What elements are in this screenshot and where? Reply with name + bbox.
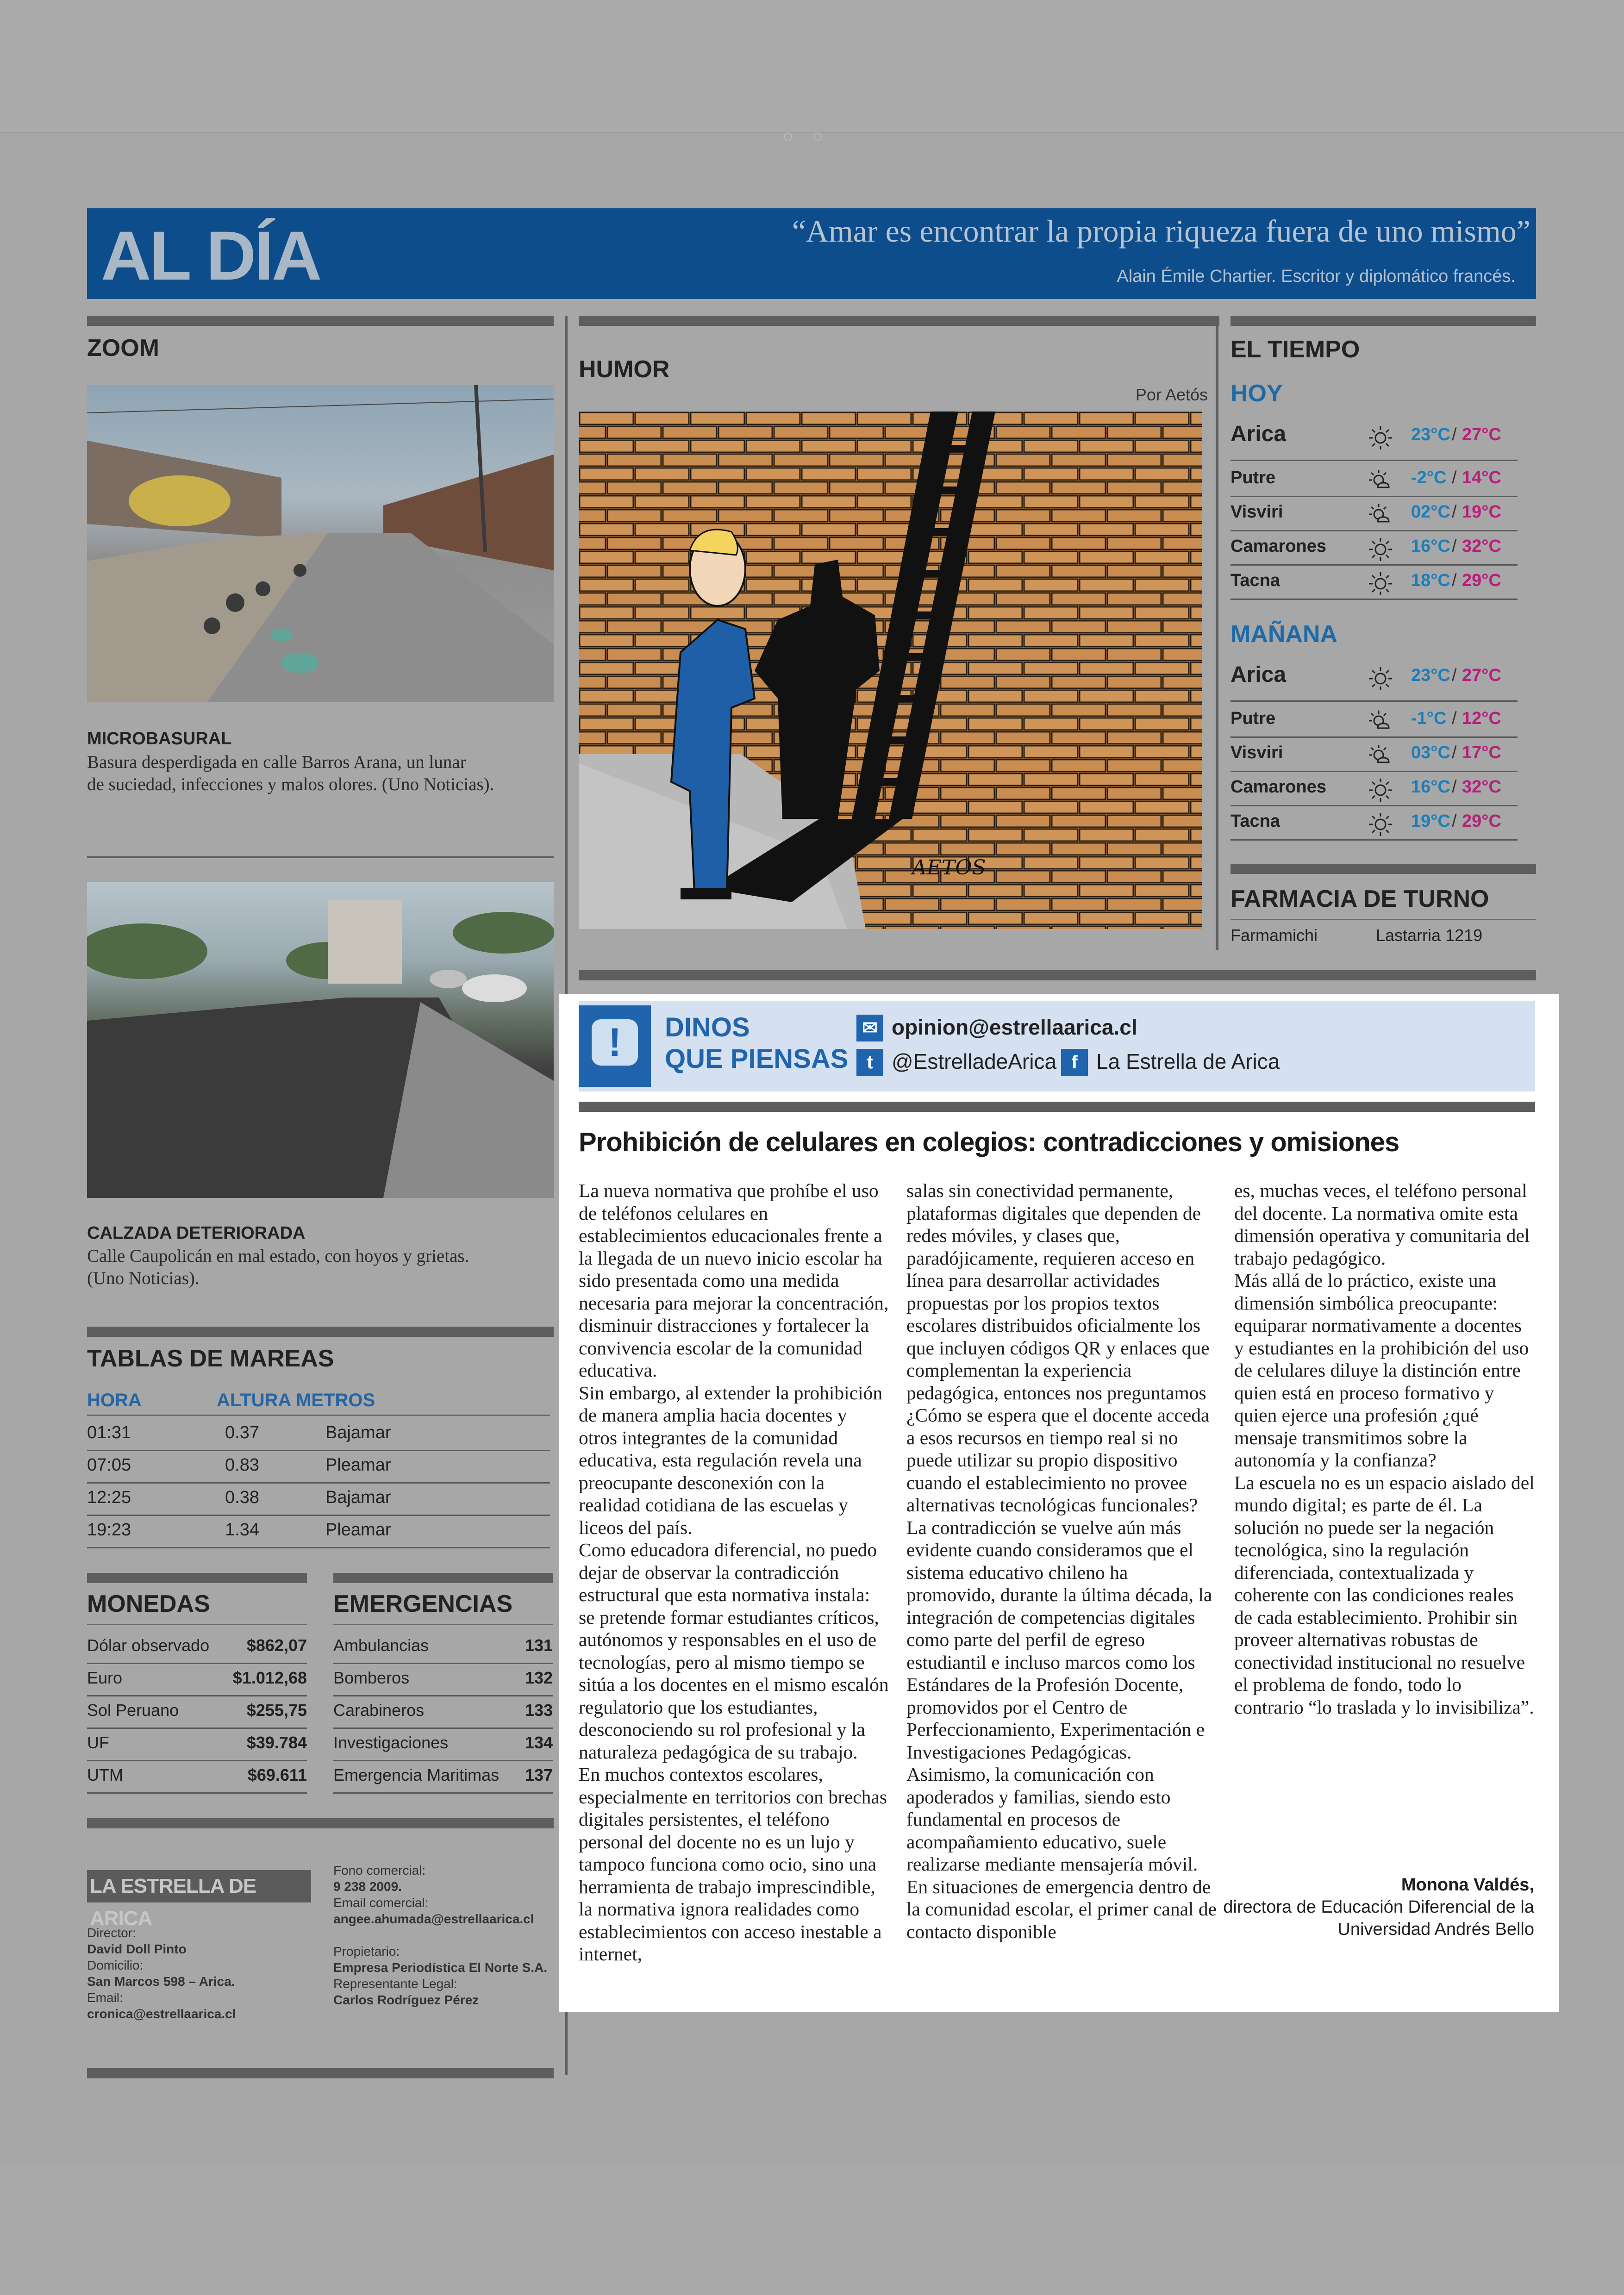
emergency-label: Investigaciones: [333, 1733, 449, 1752]
pharmacy-address: Lastarria 1219: [1376, 926, 1483, 945]
emergency-number: 131: [525, 1636, 553, 1655]
emergency-number: 134: [525, 1733, 553, 1752]
section-title: AL DÍA: [101, 217, 320, 294]
legal-rep-label: Representante Legal:: [333, 1977, 457, 1991]
cartoonist-signature: AETOS: [912, 856, 986, 879]
temp-max: 19°C: [1462, 502, 1501, 522]
facebook-icon: f: [1061, 1049, 1088, 1076]
temp-separator: /: [1452, 425, 1457, 444]
photo-calzada: [87, 882, 554, 1198]
twitter-icon: t: [856, 1049, 883, 1076]
currency-label: Sol Peruano: [87, 1701, 179, 1720]
photo1-caption: [87, 751, 494, 796]
author-signature: [1223, 1874, 1534, 1940]
sun-icon: [1368, 571, 1393, 597]
emergency-number: 132: [525, 1668, 553, 1687]
weather-row-today: [1230, 463, 1518, 497]
temp-max: 14°C: [1462, 468, 1501, 487]
emergencies-header-line: [333, 1624, 553, 1625]
photo1-caption-line: de suciedad, infecciones y malos olores. (Uno Noticias).: [87, 774, 494, 794]
currency-label: UTM: [87, 1765, 123, 1784]
tides-header-line: [87, 1415, 550, 1416]
pharmacy-name: Farmamichi: [1230, 926, 1318, 945]
weather-city: Camarones: [1230, 536, 1326, 556]
contact-email[interactable]: opinion@estrellaarica.cl: [892, 1015, 1137, 1039]
emergency-row: [333, 1663, 553, 1696]
temp-separator: /: [1452, 743, 1457, 762]
temp-min: -1°C: [1411, 709, 1447, 728]
zoom-heading: ZOOM: [87, 335, 159, 362]
photo2-caption-line: Calle Caupolicán en mal estado, con hoyos y grietas.: [87, 1246, 469, 1266]
tide-hour: 01:31: [87, 1423, 131, 1442]
tide-hour: 07:05: [87, 1455, 131, 1475]
tide-type: Pleamar: [325, 1520, 391, 1540]
masthead-right: [333, 1862, 547, 2008]
speech-bubble-icon: [579, 1005, 651, 1087]
partly-cloudy-icon: [1368, 468, 1393, 494]
paragraph: La contradicción se vuelve aún más evidente cuando consideramos que el sistema educativo chileno ha promovido, durante la última década, la integración de competencias digitales como parte del perfil de egreso estudiantil e incluso marcos como los Estándares de la Profesión Docente, promovidos por el Centro de Perfeccionamiento, Experimentación e Investigaciones Pedagógicas.: [906, 1516, 1212, 1763]
paragraph: salas sin conectividad permanente, plataformas digitales que dependen de redes móviles, y clases que, paradójicamente, requieren acceso en línea para desarrollar actividades propuestas por los propios textos escolares distribuidos oficialmente los que incluyen códigos QR y enlaces que complementan la experiencia pedagógica, entonces nos preguntamos ¿Cómo se espera que el docente acceda a esos recursos en tiempo real si no puede utilizar su propio dispositivo cuando el establecimiento no provee alternativas tecnológicas funcionales?: [906, 1180, 1210, 1515]
tide-height: 0.83: [225, 1455, 259, 1475]
humor-bottom-rule: [579, 970, 1536, 980]
temp-separator: /: [1452, 571, 1457, 590]
temp-separator: /: [1452, 468, 1457, 487]
paragraph: Más allá de lo práctico, existe una dimensión simbólica preocupante: equiparar normativamente a docentes y estudiantes en la prohibición del uso de celulares diluye la distinción entre quien está en proceso formativo y quien ejerce una profesión ¿qué mensaje transmitimos sobre la autonomía y la confianza?: [1234, 1270, 1529, 1471]
emergency-row: [333, 1727, 553, 1761]
partly-cloudy-icon: [1368, 709, 1393, 735]
zoom-divider: [87, 856, 554, 858]
pharmacy-top-rule: [1230, 864, 1536, 874]
emergency-label: Emergencia Maritimas: [333, 1765, 500, 1784]
sun-icon: [1368, 811, 1393, 837]
weather-top-rule: [1230, 316, 1536, 326]
emergency-number: 133: [525, 1701, 553, 1720]
tide-row: [87, 1482, 550, 1516]
temp-max: 29°C: [1462, 571, 1501, 590]
phone: 9 238 2009.: [333, 1879, 402, 1894]
tide-type: Bajamar: [325, 1423, 391, 1442]
email-label: Email:: [87, 1990, 123, 2005]
masthead-left: [87, 1925, 236, 2022]
emergencies-top-rule: [333, 1573, 553, 1583]
director-label: Director:: [87, 1926, 136, 1940]
currency-value: $39.784: [246, 1733, 307, 1752]
weather-city: Camarones: [1230, 777, 1326, 797]
legal-rep: Carlos Rodríguez Pérez: [333, 1993, 479, 2007]
currency-value: $862,07: [246, 1636, 307, 1655]
column-divider-right: [1216, 316, 1218, 950]
contact-callout: [665, 1012, 848, 1075]
currency-row: [87, 1727, 307, 1761]
paragraph: Como educadora diferencial, no puedo dejar de observar la contradicción estructural que esta normativa instala: se pretende formar estudiantes críticos, autónomos y responsables en el uso de tecnologías, pero al mismo tiempo se sitúa a los docentes en el mismo escalón regulatorio que los estudiantes, desconociendo su rol profesional y la naturaleza pedagógica de su trabajo.: [579, 1539, 889, 1763]
tide-row: [87, 1515, 550, 1548]
photo1-title: MICROBASURAL: [87, 729, 232, 748]
temp-max: 27°C: [1462, 666, 1501, 685]
temp-min: 03°C: [1411, 743, 1450, 762]
sun-icon: [1368, 777, 1393, 803]
contact-callout-line2: QUE PIENSAS: [665, 1044, 849, 1074]
weather-city: Putre: [1230, 468, 1276, 487]
temp-min: 23°C: [1411, 425, 1450, 444]
weather-row-tomorrow: [1230, 738, 1518, 772]
section-banner: [87, 208, 1536, 299]
weather-row-today: [1230, 420, 1518, 461]
temp-min: 18°C: [1411, 571, 1450, 590]
opinion-article-panel: [559, 994, 1559, 2012]
contact-bar: [579, 1001, 1535, 1091]
photo1-caption-line: Basura desperdigada en calle Barros Arana, un lunar: [87, 752, 466, 772]
temp-min: -2°C: [1411, 468, 1447, 487]
weather-city: Visviri: [1230, 743, 1283, 762]
weather-row-tomorrow: [1230, 704, 1518, 738]
temp-max: 27°C: [1462, 425, 1501, 444]
article-top-rule: [579, 1102, 1535, 1112]
address-label: Domicilio:: [87, 1958, 144, 1972]
temp-max: 29°C: [1462, 811, 1501, 831]
contact-callout-line1: DINOS: [665, 1012, 750, 1042]
weather-heading: EL TIEMPO: [1230, 336, 1360, 363]
paragraph: es, muchas veces, el teléfono personal del docente. La normativa omite esta dimensión operativa y comunitaria del trabajo pedagógico.: [1234, 1180, 1530, 1269]
temp-min: 23°C: [1411, 666, 1450, 685]
author-name: Monona Valdés,: [1401, 1875, 1534, 1895]
currency-row: [87, 1630, 307, 1664]
currency-value: $1.012,68: [232, 1668, 307, 1687]
tide-type: Bajamar: [325, 1488, 391, 1507]
weather-row-today: [1230, 498, 1518, 531]
sun-icon: [1368, 666, 1393, 692]
paragraph: La escuela no es un espacio aislado del mundo digital; es parte de él. La solución no puede ser la negación tecnológica, sino la regulación diferenciada, contextualizada y coherente con las condiciones reales de cada establecimiento. Prohibir sin proveer alternativas robustas de conectividad institucional no resuelve el problema de fondo, todo lo contrario “lo traslada y lo invisibiliza”.: [1234, 1472, 1535, 1718]
tide-hour: 19:23: [87, 1520, 131, 1540]
currency-value: $69.611: [247, 1765, 307, 1784]
author-role: directora de Educación Diferencial de la: [1223, 1897, 1534, 1917]
tide-height: 1.34: [225, 1520, 259, 1540]
tides-heading: TABLAS DE MAREAS: [87, 1345, 334, 1372]
tide-row: [87, 1450, 550, 1484]
currency-row: [87, 1760, 307, 1794]
pharmacy-heading: FARMACIA DE TURNO: [1230, 886, 1489, 912]
cartoon-byline: Por Aetós: [1135, 385, 1208, 404]
exclamation-icon: !: [592, 1019, 638, 1066]
article-title: Prohibición de celulares en colegios: contradicciones y omisiones: [579, 1127, 1399, 1157]
emergency-row: [333, 1695, 553, 1729]
pharmacy-line: [1230, 919, 1536, 920]
temp-min: 16°C: [1411, 777, 1450, 797]
weather-row-tomorrow: [1230, 807, 1518, 841]
article-column-3: [1234, 1179, 1535, 1718]
weather-row-tomorrow: [1230, 773, 1518, 806]
owner-label: Propietario:: [333, 1944, 400, 1958]
photo2-title: CALZADA DETERIORADA: [87, 1223, 306, 1243]
email-icon: ✉: [856, 1015, 883, 1041]
temp-max: 32°C: [1462, 536, 1501, 556]
tides-top-rule: [87, 1327, 554, 1337]
currencies-heading: MONEDAS: [87, 1590, 210, 1617]
weather-row-today: [1230, 532, 1518, 566]
weather-city: Tacna: [1230, 811, 1280, 831]
weather-city: Tacna: [1230, 571, 1280, 590]
partly-cloudy-icon: [1368, 743, 1393, 769]
temp-max: 12°C: [1462, 709, 1501, 728]
temp-min: 19°C: [1411, 811, 1450, 831]
zoom-top-rule: [87, 316, 554, 326]
tide-hour: 12:25: [87, 1488, 131, 1507]
contact-twitter[interactable]: @EstrelladeArica: [892, 1049, 1057, 1073]
tides-col-hour: HORA: [87, 1390, 142, 1410]
director-name: David Doll Pinto: [87, 1942, 187, 1956]
currency-label: UF: [87, 1733, 109, 1752]
temp-separator: /: [1452, 709, 1457, 728]
temp-max: 17°C: [1462, 743, 1501, 762]
emergency-label: Bomberos: [333, 1668, 410, 1687]
banner-quote: “Amar es encontrar la propia riqueza fuera de uno mismo”: [792, 213, 1530, 249]
email-link[interactable]: cronica@estrellaarica.cl: [87, 2007, 236, 2021]
temp-min: 02°C: [1411, 502, 1450, 522]
paragraph: La nueva normativa que prohíbe el uso de teléfonos celulares en establecimientos educacionales frente a la llegada de un nuevo inicio escolar ha sido presentada como una medida necesaria para mejorar la concentración, disminuir distracciones y fortalecer la convivencia escolar de la comunidad educativa.: [579, 1180, 889, 1381]
commercial-email-label: Email comercial:: [333, 1896, 429, 1910]
weather-row-tomorrow: [1230, 661, 1518, 702]
commercial-email-link[interactable]: angee.ahumada@estrellaarica.cl: [333, 1912, 534, 1926]
paragraph: Asimismo, la comunicación con apoderados y familias, siendo esto fundamental en procesos de acompañamiento educativo, suele realizarse mediante mensajería móvil. En situaciones de emergencia dentro de la comunidad escolar, el primer canal de contacto disponible: [906, 1764, 1217, 1942]
tides-col-height: ALTURA METROS: [217, 1390, 375, 1410]
currencies-top-rule: [87, 1573, 307, 1583]
temp-max: 32°C: [1462, 777, 1501, 797]
emergency-row: [333, 1630, 553, 1664]
currency-row: [87, 1663, 307, 1696]
weather-city: Arica: [1230, 662, 1287, 687]
temp-separator: /: [1452, 502, 1457, 522]
emergencies-heading: EMERGENCIAS: [333, 1590, 513, 1617]
emergency-row: [333, 1760, 553, 1794]
author-institution: Universidad Andrés Bello: [1337, 1920, 1534, 1939]
temp-separator: /: [1452, 536, 1457, 556]
paragraph: Sin embargo, al extender la prohibición de manera amplia hacia docentes y otros integrantes de la comunidad educativa, esta regulación revela una preocupante desconexión con la realidad cotidiana de las escuelas y liceos del país.: [579, 1382, 883, 1538]
photo-microbasural: [87, 385, 554, 702]
weather-city: Arica: [1230, 422, 1287, 446]
partly-cloudy-icon: [1368, 502, 1393, 528]
humor-heading: HUMOR: [579, 356, 670, 383]
weather-today-label: HOY: [1230, 380, 1283, 407]
address: San Marcos 598 – Arica.: [87, 1974, 235, 1989]
masthead-bottom-rule: [87, 2068, 554, 2078]
newspaper-logo: LA ESTRELLA DE ARICA: [87, 1870, 311, 1902]
weather-city: Visviri: [1230, 502, 1283, 522]
emergency-number: 137: [525, 1765, 553, 1784]
sun-icon: [1368, 536, 1393, 562]
weather-city: Putre: [1230, 709, 1276, 728]
masthead-top-rule: [87, 1818, 554, 1828]
weather-row-today: [1230, 566, 1518, 600]
photo2-caption-line: (Uno Noticias).: [87, 1268, 200, 1288]
currency-label: Euro: [87, 1668, 123, 1687]
humor-top-rule: [579, 316, 1219, 326]
contact-facebook[interactable]: La Estrella de Arica: [1096, 1049, 1280, 1073]
temp-min: 16°C: [1411, 536, 1450, 556]
emergency-label: Ambulancias: [333, 1636, 429, 1655]
tide-type: Pleamar: [325, 1455, 391, 1475]
tide-height: 0.37: [225, 1423, 259, 1442]
article-column-1: [579, 1179, 890, 1965]
tide-row: [87, 1417, 550, 1451]
emergency-label: Carabineros: [333, 1701, 425, 1720]
tide-height: 0.38: [225, 1488, 259, 1507]
weather-tomorrow-label: MAÑANA: [1230, 621, 1338, 648]
temp-separator: /: [1452, 811, 1457, 831]
banner-quote-author: Alain Émile Chartier. Escritor y diplomático francés.: [1117, 267, 1516, 286]
sun-icon: [1368, 425, 1393, 451]
currency-row: [87, 1695, 307, 1729]
photo2-caption: [87, 1245, 469, 1290]
viewer-top-bar: [0, 0, 1624, 133]
paragraph: En muchos contextos escolares, especialmente en territorios con brechas digitales persistentes, el teléfono personal del docente no es un lujo y tampoco funciona como ocio, sino una herramienta de trabajo imprescindible, la normativa ignora realidades como establecimientos con acceso inestable a internet,: [579, 1764, 887, 1964]
phone-label: Fono comercial:: [333, 1863, 426, 1877]
currency-label: Dólar observado: [87, 1636, 210, 1655]
temp-separator: /: [1452, 777, 1457, 797]
article-column-2: [906, 1179, 1218, 1943]
currency-value: $255,75: [246, 1701, 307, 1720]
owner: Empresa Periodística El Norte S.A.: [333, 1960, 548, 1975]
humor-cartoon: [579, 412, 1202, 929]
currencies-header-line: [87, 1624, 307, 1625]
page-indicator[interactable]: ○○: [782, 126, 842, 146]
temp-separator: /: [1452, 666, 1457, 685]
